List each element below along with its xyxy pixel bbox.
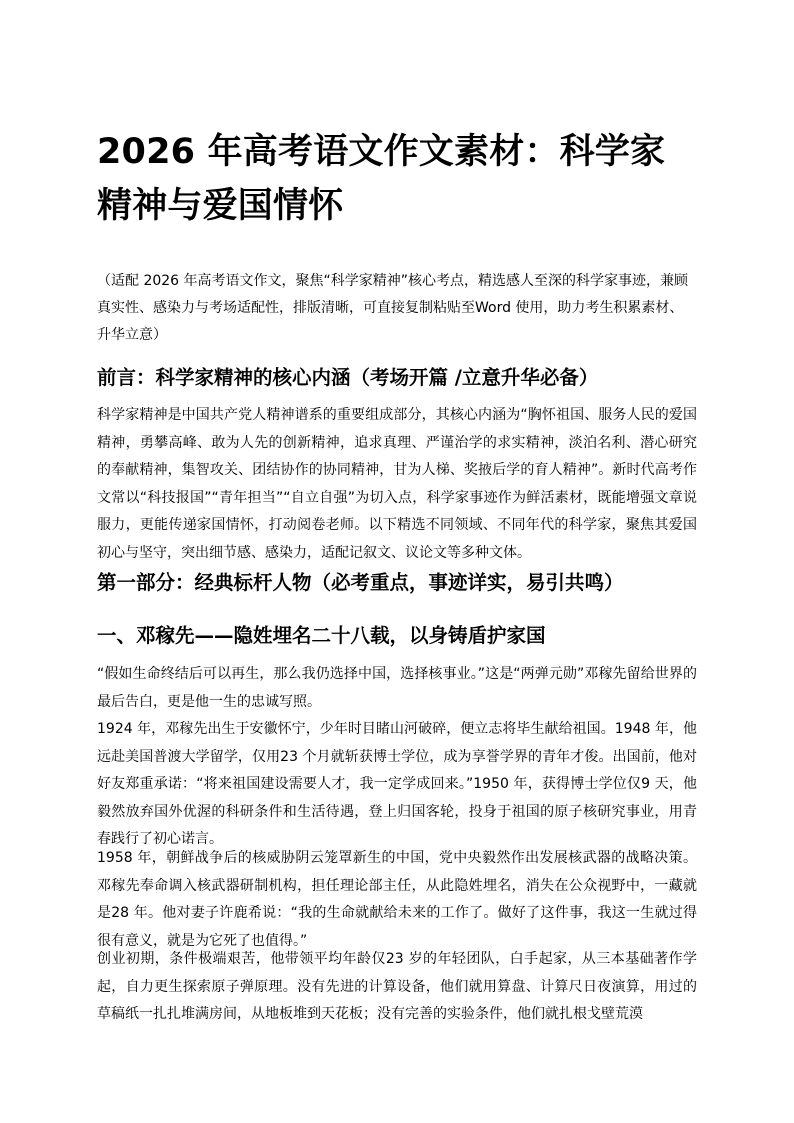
preface-heading: 前言：科学家精神的核心内涵（考场开篇 /立意升华必备） <box>97 366 599 389</box>
body-paragraph: “假如生命终结后可以再生，那么我仍选择中国，选择核事业。”这是“两弹元勋”邓稼先留给世界的最后告白，更是他一生的忠诚写照。 <box>97 666 697 710</box>
part1-heading: 第一部分：经典标杆人物（必考重点，事迹详实，易引共鸣） <box>97 571 624 594</box>
preface-paragraph: 科学家精神是中国共产党人精神谱系的重要组成部分，其核心内涵为“胸怀祖国、服务人民的爱国精神，勇攀高峰、敢为人先的创新精神，追求真理、严谨治学的求实精神，淡泊名利、潜心研究的奉献精神，集智攻关、团结协作的协同精神，甘为人梯、奖掖后学的育人精神”。新时代高考作文常以“科技报国”“青年担当”“自立自强”为切入点，科学家事迹作为鲜活素材，既能增强文章说服力，更能传递家国情怀，打动阅卷老师。以下精选不同领域、不同年代的科学家，聚焦其爱国初心与坚守，突出细节感、感染力，适配记叙文、议论文等多种文体。 <box>97 407 697 561</box>
intro-note: （适配 2026 年高考语文作文，聚焦“科学家精神”核心考点，精选感人至深的科学家事迹，兼顾真实性、感染力与考场适配性，排版清晰，可直接复制粘贴至Word 使用，助力考生积累素材、升华立意） <box>97 273 689 343</box>
body-paragraph: 1958 年，朝鲜战争后的核威胁阴云笼罩新生的中国，党中央毅然作出发展核武器的战略决策。邓稼先奉命调入核武器研制机构，担任理论部主任，从此隐姓埋名，消失在公众视野中，一藏就是28 年。他对妻子许鹿希说：“我的生命就献给未来的工作了。做好了这件事，我这一生就过得很有意义，就是为它死了也值得。” <box>97 850 697 949</box>
section1-heading: 一、邓稼先——隐姓埋名二十八载，以身铸盾护家国 <box>97 624 546 647</box>
body-paragraph: 1924 年，邓稼先出生于安徽怀宁，少年时目睹山河破碎，便立志将毕生献给祖国。1948 年，他远赴美国普渡大学留学，仅用23 个月就斩获博士学位，成为享誉学界的青年才俊。出国前，他对好友郑重承诺：“将来祖国建设需要人才，我一定学成回来。”1950 年，获得博士学位仅9 天，他毅然放弃国外优渥的科研条件和生活待遇，登上归国客轮，投身于祖国的原子核研究事业，用青春践行了初心诺言。 <box>97 721 697 847</box>
body-paragraph: 创业初期，条件极端艰苦，他带领平均年龄仅23 岁的年轻团队，白手起家，从三本基础著作学起，自力更生探索原子弹原理。没有先进的计算设备，他们就用算盘、计算尺日夜演算，用过的草稿纸一扎扎堆满房间，从地板堆到天花板；没有完善的实验条件，他们就扎根戈壁荒漠 <box>97 951 697 1022</box>
document-title: 2026 年高考语文作文素材：科学家精神与爱国情怀 <box>97 132 666 226</box>
